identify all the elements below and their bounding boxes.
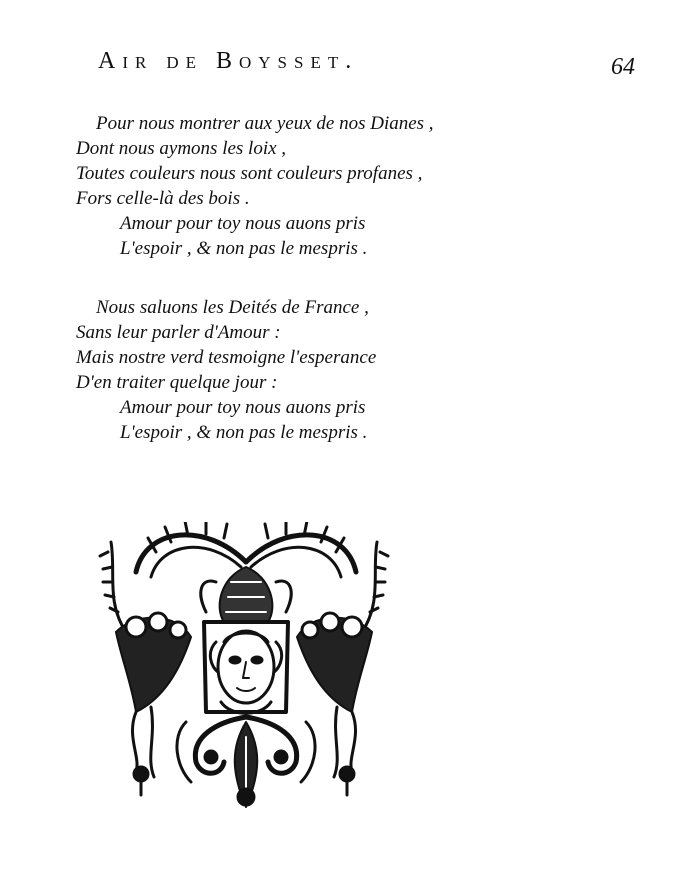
verse-line: Fors celle-là des bois . (76, 188, 250, 209)
verse-line: Dont nous aymons les loix , (76, 138, 287, 159)
page-number: 64 (611, 54, 635, 80)
refrain-line: Amour pour toy nous auons pris (120, 213, 366, 234)
refrain-line: L'espoir , & non pas le mespris . (120, 238, 368, 259)
page-header (98, 48, 635, 82)
refrain-line: L'espoir , & non pas le mespris . (120, 422, 368, 443)
grotesque-mask-ornament-icon (96, 522, 392, 812)
verse-line: Toutes couleurs nous sont couleurs profanes , (76, 163, 423, 184)
verse-line: D'en traiter quelque jour : (76, 372, 278, 393)
verse-line: Pour nous montrer aux yeux de nos Dianes , (96, 113, 434, 134)
verse-line: Nous saluons les Deités de France , (96, 297, 369, 318)
refrain-line: Amour pour toy nous auons pris (120, 397, 366, 418)
running-title: Air de Boysset. (98, 48, 359, 74)
verse-line: Sans leur parler d'Amour : (76, 322, 281, 343)
verse-line: Mais nostre verd tesmoigne l'esperance (76, 347, 377, 368)
